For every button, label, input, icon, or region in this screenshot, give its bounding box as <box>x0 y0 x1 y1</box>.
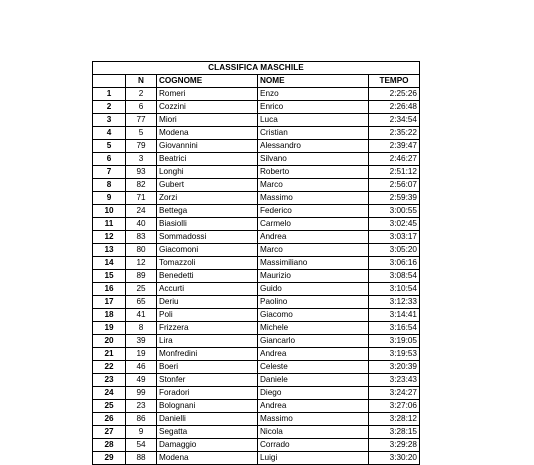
cell-tempo: 2:51:12 <box>369 166 420 179</box>
cell-position: 20 <box>93 335 126 348</box>
cell-position: 5 <box>93 140 126 153</box>
cell-nome: Massimo <box>258 192 369 205</box>
cell-bib-number: 77 <box>126 114 157 127</box>
table-row <box>93 270 420 283</box>
cell-tempo: 3:05:20 <box>369 244 420 257</box>
cell-cognome: Monfredini <box>157 348 258 361</box>
table-row <box>93 101 420 114</box>
table-row <box>93 439 420 452</box>
cell-tempo: 3:02:45 <box>369 218 420 231</box>
cell-position: 9 <box>93 192 126 205</box>
cell-tempo: 2:34:54 <box>369 114 420 127</box>
table-row <box>93 257 420 270</box>
cell-cognome: Modena <box>157 452 258 465</box>
cell-nome: Carmelo <box>258 218 369 231</box>
cell-bib-number: 41 <box>126 309 157 322</box>
table-row <box>93 218 420 231</box>
cell-nome: Silvano <box>258 153 369 166</box>
table-row <box>93 244 420 257</box>
cell-tempo: 2:25:26 <box>369 88 420 101</box>
cell-nome: Daniele <box>258 374 369 387</box>
cell-nome: Roberto <box>258 166 369 179</box>
cell-tempo: 3:14:41 <box>369 309 420 322</box>
cell-nome: Luigi <box>258 452 369 465</box>
cell-nome: Luca <box>258 114 369 127</box>
cell-cognome: Accurti <box>157 283 258 296</box>
header-nome: NOME <box>258 75 369 88</box>
cell-tempo: 3:29:28 <box>369 439 420 452</box>
cell-nome: Cristian <box>258 127 369 140</box>
cell-nome: Corrado <box>258 439 369 452</box>
header-row <box>93 75 420 88</box>
cell-bib-number: 25 <box>126 283 157 296</box>
table-row <box>93 205 420 218</box>
cell-position: 12 <box>93 231 126 244</box>
cell-cognome: Boeri <box>157 361 258 374</box>
cell-nome: Andrea <box>258 400 369 413</box>
cell-nome: Michele <box>258 322 369 335</box>
cell-tempo: 3:06:16 <box>369 257 420 270</box>
table-row <box>93 88 420 101</box>
cell-nome: Guido <box>258 283 369 296</box>
cell-nome: Diego <box>258 387 369 400</box>
cell-tempo: 3:00:55 <box>369 205 420 218</box>
cell-bib-number: 65 <box>126 296 157 309</box>
table-row <box>93 413 420 426</box>
cell-bib-number: 5 <box>126 127 157 140</box>
cell-tempo: 3:27:06 <box>369 400 420 413</box>
cell-cognome: Zorzi <box>157 192 258 205</box>
header-cognome: COGNOME <box>157 75 258 88</box>
cell-tempo: 2:39:47 <box>369 140 420 153</box>
cell-position: 19 <box>93 322 126 335</box>
cell-position: 28 <box>93 439 126 452</box>
table-row <box>93 283 420 296</box>
cell-tempo: 3:28:12 <box>369 413 420 426</box>
cell-nome: Enzo <box>258 88 369 101</box>
cell-bib-number: 8 <box>126 322 157 335</box>
cell-nome: Massimo <box>258 413 369 426</box>
cell-tempo: 3:30:20 <box>369 452 420 465</box>
cell-cognome: Miori <box>157 114 258 127</box>
cell-bib-number: 71 <box>126 192 157 205</box>
cell-bib-number: 23 <box>126 400 157 413</box>
cell-nome: Celeste <box>258 361 369 374</box>
cell-bib-number: 40 <box>126 218 157 231</box>
cell-nome: Paolino <box>258 296 369 309</box>
cell-cognome: Stonfer <box>157 374 258 387</box>
cell-nome: Giacomo <box>258 309 369 322</box>
cell-cognome: Biasiolli <box>157 218 258 231</box>
header-tempo: TEMPO <box>369 75 420 88</box>
cell-bib-number: 49 <box>126 374 157 387</box>
table-row <box>93 179 420 192</box>
cell-tempo: 2:59:39 <box>369 192 420 205</box>
cell-cognome: Giovannini <box>157 140 258 153</box>
cell-cognome: Tomazzoli <box>157 257 258 270</box>
cell-position: 2 <box>93 101 126 114</box>
cell-tempo: 3:08:54 <box>369 270 420 283</box>
cell-cognome: Foradori <box>157 387 258 400</box>
table-row <box>93 140 420 153</box>
cell-bib-number: 12 <box>126 257 157 270</box>
cell-bib-number: 9 <box>126 426 157 439</box>
cell-nome: Marco <box>258 179 369 192</box>
cell-bib-number: 80 <box>126 244 157 257</box>
cell-tempo: 3:10:54 <box>369 283 420 296</box>
cell-tempo: 3:19:53 <box>369 348 420 361</box>
header-position <box>93 75 126 88</box>
cell-tempo: 3:19:05 <box>369 335 420 348</box>
cell-cognome: Frizzera <box>157 322 258 335</box>
cell-position: 17 <box>93 296 126 309</box>
cell-position: 7 <box>93 166 126 179</box>
cell-tempo: 3:16:54 <box>369 322 420 335</box>
cell-position: 21 <box>93 348 126 361</box>
table-row <box>93 166 420 179</box>
table-row <box>93 348 420 361</box>
cell-tempo: 2:46:27 <box>369 153 420 166</box>
cell-position: 26 <box>93 413 126 426</box>
cell-position: 13 <box>93 244 126 257</box>
cell-cognome: Damaggio <box>157 439 258 452</box>
cell-cognome: Gubert <box>157 179 258 192</box>
cell-nome: Marco <box>258 244 369 257</box>
table-row <box>93 426 420 439</box>
table-row <box>93 322 420 335</box>
table-row <box>93 231 420 244</box>
cell-cognome: Bettega <box>157 205 258 218</box>
table-row <box>93 452 420 465</box>
cell-position: 25 <box>93 400 126 413</box>
cell-nome: Alessandro <box>258 140 369 153</box>
cell-bib-number: 93 <box>126 166 157 179</box>
cell-position: 10 <box>93 205 126 218</box>
cell-bib-number: 19 <box>126 348 157 361</box>
header-n: N <box>126 75 157 88</box>
table-title: CLASSIFICA MASCHILE <box>93 62 420 75</box>
cell-nome: Enrico <box>258 101 369 114</box>
cell-cognome: Deriu <box>157 296 258 309</box>
cell-nome: Andrea <box>258 348 369 361</box>
cell-cognome: Segatta <box>157 426 258 439</box>
cell-bib-number: 99 <box>126 387 157 400</box>
cell-bib-number: 39 <box>126 335 157 348</box>
cell-position: 1 <box>93 88 126 101</box>
cell-cognome: Danielli <box>157 413 258 426</box>
cell-bib-number: 86 <box>126 413 157 426</box>
cell-position: 16 <box>93 283 126 296</box>
cell-position: 8 <box>93 179 126 192</box>
cell-cognome: Modena <box>157 127 258 140</box>
classifica-table <box>92 61 420 465</box>
cell-position: 29 <box>93 452 126 465</box>
cell-position: 22 <box>93 361 126 374</box>
cell-cognome: Benedetti <box>157 270 258 283</box>
cell-cognome: Giacomoni <box>157 244 258 257</box>
cell-tempo: 2:26:48 <box>369 101 420 114</box>
cell-bib-number: 24 <box>126 205 157 218</box>
cell-cognome: Longhi <box>157 166 258 179</box>
cell-tempo: 3:24:27 <box>369 387 420 400</box>
cell-nome: Andrea <box>258 231 369 244</box>
cell-tempo: 3:03:17 <box>369 231 420 244</box>
cell-position: 14 <box>93 257 126 270</box>
cell-bib-number: 2 <box>126 88 157 101</box>
table-row <box>93 400 420 413</box>
cell-nome: Federico <box>258 205 369 218</box>
cell-tempo: 3:20:39 <box>369 361 420 374</box>
table-row <box>93 296 420 309</box>
cell-bib-number: 89 <box>126 270 157 283</box>
cell-position: 18 <box>93 309 126 322</box>
cell-bib-number: 54 <box>126 439 157 452</box>
cell-tempo: 3:12:33 <box>369 296 420 309</box>
cell-nome: Nicola <box>258 426 369 439</box>
cell-tempo: 3:23:43 <box>369 374 420 387</box>
table-row <box>93 127 420 140</box>
cell-bib-number: 79 <box>126 140 157 153</box>
cell-position: 27 <box>93 426 126 439</box>
cell-position: 24 <box>93 387 126 400</box>
table-row <box>93 309 420 322</box>
table-row <box>93 387 420 400</box>
cell-position: 3 <box>93 114 126 127</box>
table-row <box>93 335 420 348</box>
cell-cognome: Poli <box>157 309 258 322</box>
cell-bib-number: 82 <box>126 179 157 192</box>
cell-cognome: Bolognani <box>157 400 258 413</box>
cell-bib-number: 88 <box>126 452 157 465</box>
cell-bib-number: 3 <box>126 153 157 166</box>
cell-position: 6 <box>93 153 126 166</box>
cell-bib-number: 46 <box>126 361 157 374</box>
cell-cognome: Beatrici <box>157 153 258 166</box>
cell-cognome: Cozzini <box>157 101 258 114</box>
cell-bib-number: 83 <box>126 231 157 244</box>
cell-position: 11 <box>93 218 126 231</box>
cell-position: 23 <box>93 374 126 387</box>
cell-cognome: Sommadossi <box>157 231 258 244</box>
table-row <box>93 361 420 374</box>
cell-tempo: 2:56:07 <box>369 179 420 192</box>
cell-tempo: 2:35:22 <box>369 127 420 140</box>
table-row <box>93 114 420 127</box>
cell-nome: Giancarlo <box>258 335 369 348</box>
table-row <box>93 192 420 205</box>
table-body <box>93 88 420 465</box>
table-row <box>93 374 420 387</box>
cell-bib-number: 6 <box>126 101 157 114</box>
cell-nome: Maurizio <box>258 270 369 283</box>
table-row <box>93 153 420 166</box>
cell-position: 4 <box>93 127 126 140</box>
cell-nome: Massimiliano <box>258 257 369 270</box>
cell-cognome: Romeri <box>157 88 258 101</box>
cell-cognome: Lira <box>157 335 258 348</box>
cell-tempo: 3:28:15 <box>369 426 420 439</box>
cell-position: 15 <box>93 270 126 283</box>
